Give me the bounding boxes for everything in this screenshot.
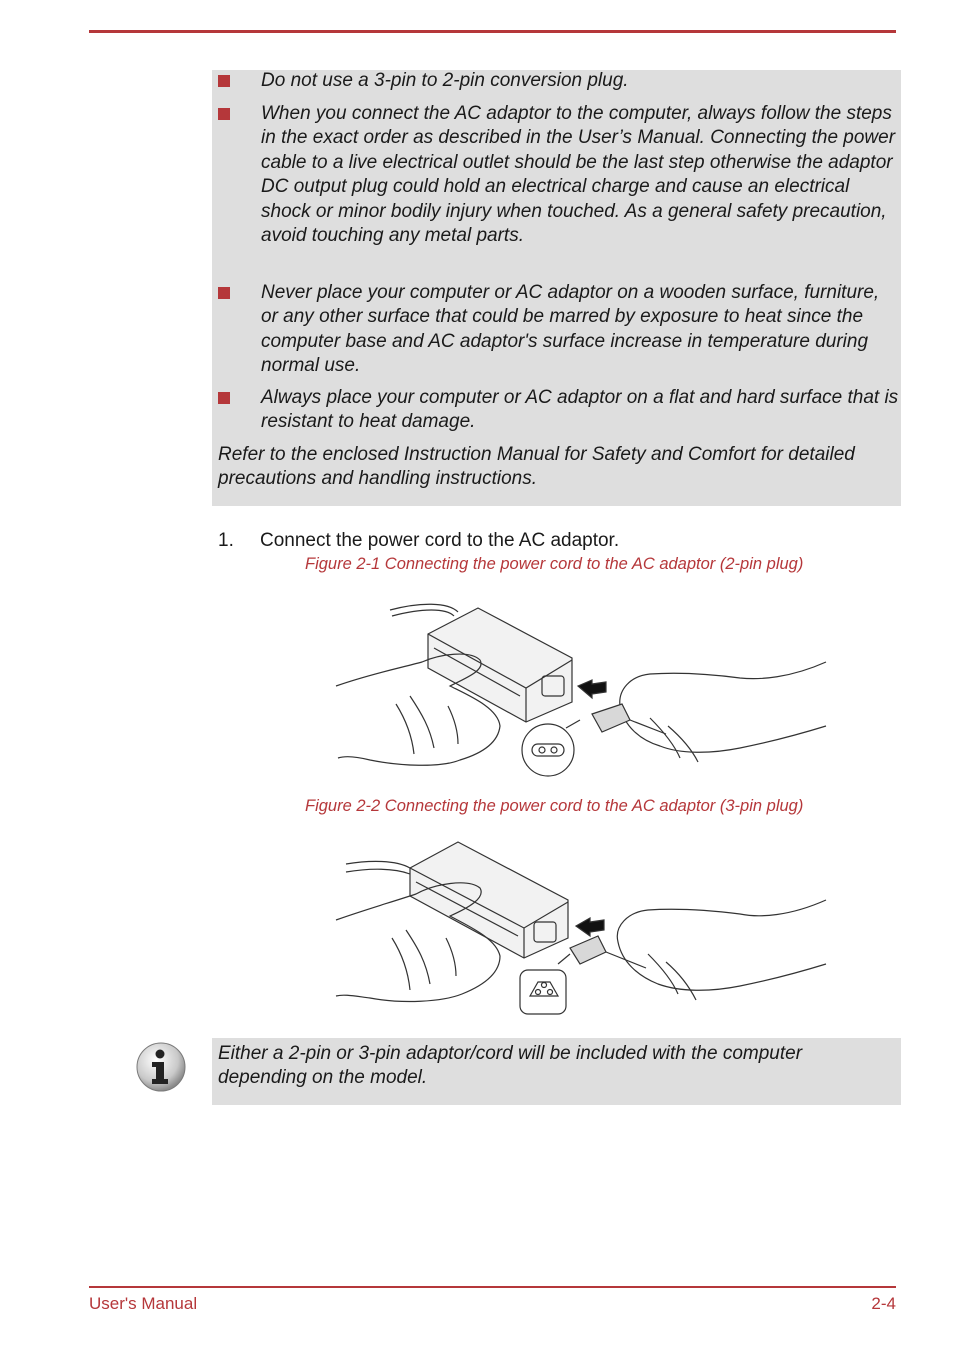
step-number: 1. [218,530,234,551]
figure-2pin-illustration [330,598,830,780]
figure-3pin-illustration [330,838,830,1018]
header-rule [89,30,896,33]
warning-item: When you connect the AC adaptor to the computer, always follow the steps in the exact order as described in the User’s Manual. Connecting the power cable to a live electrical outlet should be the last step otherwise the adaptor DC output plug could hold an electrical charge and cause an electrical shock or minor bodily injury when touched. As a general safety precaution, avoid touching any metal parts. [261,103,896,247]
step-text: Connect the power cord to the AC adaptor. [260,530,620,551]
warning-item: Always place your computer or AC adaptor on a flat and hard surface that is resistant to heat damage. [261,387,899,433]
info-icon [136,1042,186,1092]
bullet-marker [218,287,230,299]
warning-item: Never place your computer or AC adaptor on a wooden surface, furniture, or any other surface that could be marred by exposure to heat since the computer base and AC adaptor's surface increase in temperature during normal use. [261,282,880,377]
bullet-marker [218,392,230,404]
warning-item: Do not use a 3-pin to 2-pin conversion plug. [261,70,629,91]
warning-reference: Refer to the enclosed Instruction Manual for Safety and Comfort for detailed precautions and handling instructions. [218,444,855,490]
page-number: 2-4 [871,1294,896,1313]
figure-caption: Figure 2-2 Connecting the power cord to the AC adaptor (3-pin plug) [305,797,804,815]
bullet-marker [218,75,230,87]
figure-caption: Figure 2-1 Connecting the power cord to the AC adaptor (2-pin plug) [305,555,804,573]
bullet-marker [218,108,230,120]
note-text: Either a 2-pin or 3-pin adaptor/cord will be included with the computer depending on the model. [218,1043,803,1089]
footer-title: User's Manual [89,1294,198,1313]
footer-rule [89,1286,896,1288]
